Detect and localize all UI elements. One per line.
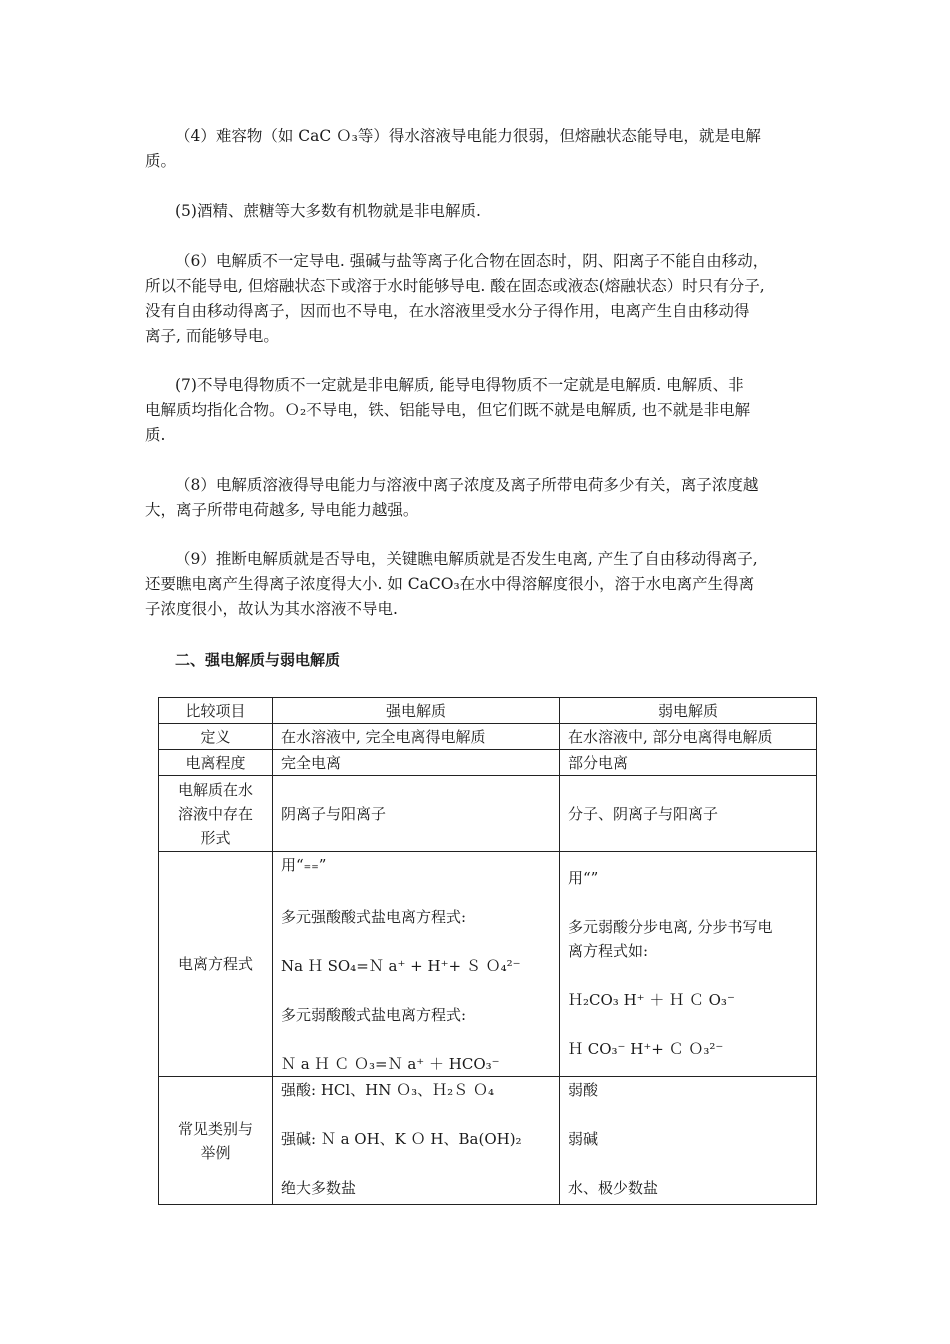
text-line: 还要瞧电离产生得离子浓度得大小. 如 CaCO₃在水中得溶解度很小，溶于水电离产生得离 bbox=[145, 575, 755, 593]
label-line: 溶液中存在 bbox=[177, 804, 253, 823]
label-line: 形式 bbox=[200, 828, 231, 847]
weak-equation-cell bbox=[560, 852, 817, 1077]
table-row bbox=[159, 750, 817, 776]
text-line: (5)酒精、蔗糖等大多数有机物就是非电解质. bbox=[175, 202, 481, 220]
paragraph-9 bbox=[145, 547, 810, 622]
text-line: 多元强酸酸式盐电离方程式: bbox=[281, 908, 467, 926]
row-label: 电离方程式 bbox=[159, 852, 273, 1077]
paragraph-8 bbox=[145, 473, 810, 523]
text-line: （9）推断电解质就是否导电，关键瞧电解质就是否发生电离, 产生了自由移动得离子, bbox=[175, 550, 758, 568]
strong-cell: 完全电离 bbox=[273, 750, 560, 776]
text-line: 离子, 而能够导电。 bbox=[145, 327, 279, 345]
row-label bbox=[159, 776, 273, 852]
equation-line: Ｈ CO₃⁻ H⁺+ Ｃ Ｏ₃²⁻ bbox=[568, 1040, 724, 1058]
header-cell: 弱电解质 bbox=[560, 698, 817, 724]
text-line: 弱酸 bbox=[568, 1081, 599, 1099]
text-line: （8）电解质溶液得导电能力与溶液中离子浓度及离子所带电荷多少有关，离子浓度越 bbox=[175, 476, 759, 494]
row-label: 电离程度 bbox=[159, 750, 273, 776]
text-line: 电解质均指化合物。Ｏ₂不导电，铁、铝能导电，但它们既不就是电解质, 也不就是非电解 bbox=[145, 401, 751, 419]
text-line: 大，离子所带电荷越多, 导电能力越强。 bbox=[145, 501, 419, 519]
text-line: 强酸: HCl、HN Ｏ₃、Ｈ₂Ｓ Ｏ₄ bbox=[281, 1081, 494, 1099]
comparison-table bbox=[158, 697, 817, 1205]
row-label: 定义 bbox=[159, 724, 273, 750]
text-line: 绝大多数盐 bbox=[281, 1179, 357, 1197]
section-heading: 二、强电解质与弱电解质 bbox=[175, 651, 341, 669]
text-line: 弱碱 bbox=[568, 1130, 599, 1148]
text-line: 子浓度很小，故认为其水溶液不导电. bbox=[145, 600, 398, 618]
strong-cell: 阴离子与阳离子 bbox=[273, 776, 560, 852]
text-line: 水、极少数盐 bbox=[568, 1179, 659, 1197]
equals-mark: == bbox=[303, 863, 319, 873]
label-line: 举例 bbox=[200, 1143, 231, 1162]
text-line: 质. bbox=[145, 426, 166, 444]
paragraph-6 bbox=[145, 249, 810, 349]
equation-line: Ｎ a Ｈ Ｃ Ｏ₃=Ｎ a⁺ ＋ HCO₃⁻ bbox=[281, 1055, 500, 1073]
weak-examples-cell bbox=[560, 1077, 817, 1205]
symbol-line: 用“==” bbox=[281, 856, 327, 874]
header-cell: 比较项目 bbox=[159, 698, 273, 724]
text-line: （6）电解质不一定导电. 强碱与盐等离子化合物在固态时，阴、阳离子不能自由移动， bbox=[175, 252, 769, 270]
table-row bbox=[159, 776, 817, 852]
table-row bbox=[159, 724, 817, 750]
row-label bbox=[159, 1077, 273, 1205]
text-line: 强碱: Ｎ a OH、K Ｏ H、Ba(OH)₂ bbox=[281, 1130, 522, 1148]
weak-cell: 在水溶液中, 部分电离得电解质 bbox=[560, 724, 817, 750]
weak-cell: 分子、阴离子与阳离子 bbox=[560, 776, 817, 852]
symbol-line: 用“” bbox=[568, 869, 599, 887]
text-line: (7)不导电得物质不一定就是非电解质, 能导电得物质不一定就是电解质. 电解质、非 bbox=[175, 376, 744, 394]
text-line: （4）难容物（如 CaC Ｏ₃等）得水溶液导电能力很弱，但熔融状态能导电，就是电解 bbox=[175, 127, 761, 145]
text-line: 所以不能导电, 但熔融状态下或溶于水时能够导电. 酸在固态或液态(熔融状态）时只有分子, bbox=[145, 277, 765, 295]
strong-equation-cell bbox=[273, 852, 560, 1077]
equation-line: Ｈ₂CO₃ H⁺ ＋ Ｈ Ｃ O₃⁻ bbox=[568, 991, 735, 1009]
weak-cell: 部分电离 bbox=[560, 750, 817, 776]
text-line: 质。 bbox=[145, 152, 177, 170]
text-line: 没有自由移动得离子，因而也不导电，在水溶液里受水分子得作用，电离产生自由移动得 bbox=[145, 302, 750, 320]
paragraph-7 bbox=[145, 373, 810, 448]
paragraph-5 bbox=[145, 199, 810, 224]
strong-cell: 在水溶液中, 完全电离得电解质 bbox=[273, 724, 560, 750]
text-line: 多元弱酸酸式盐电离方程式: bbox=[281, 1006, 467, 1024]
label-line: 电解质在水 bbox=[177, 780, 253, 799]
text-line: 多元弱酸分步电离, 分步书写电 bbox=[568, 918, 773, 936]
label-line: 常见类别与 bbox=[177, 1119, 253, 1138]
paragraph-4 bbox=[145, 124, 810, 174]
table-row bbox=[159, 1077, 817, 1205]
header-cell: 强电解质 bbox=[273, 698, 560, 724]
text-line: 离方程式如: bbox=[568, 942, 649, 960]
strong-examples-cell bbox=[273, 1077, 560, 1205]
table-header-row bbox=[159, 698, 817, 724]
table-row bbox=[159, 852, 817, 1077]
equation-line: Na Ｈ SO₄=Ｎ a⁺ + H⁺+ Ｓ Ｏ₄²⁻ bbox=[281, 957, 521, 975]
